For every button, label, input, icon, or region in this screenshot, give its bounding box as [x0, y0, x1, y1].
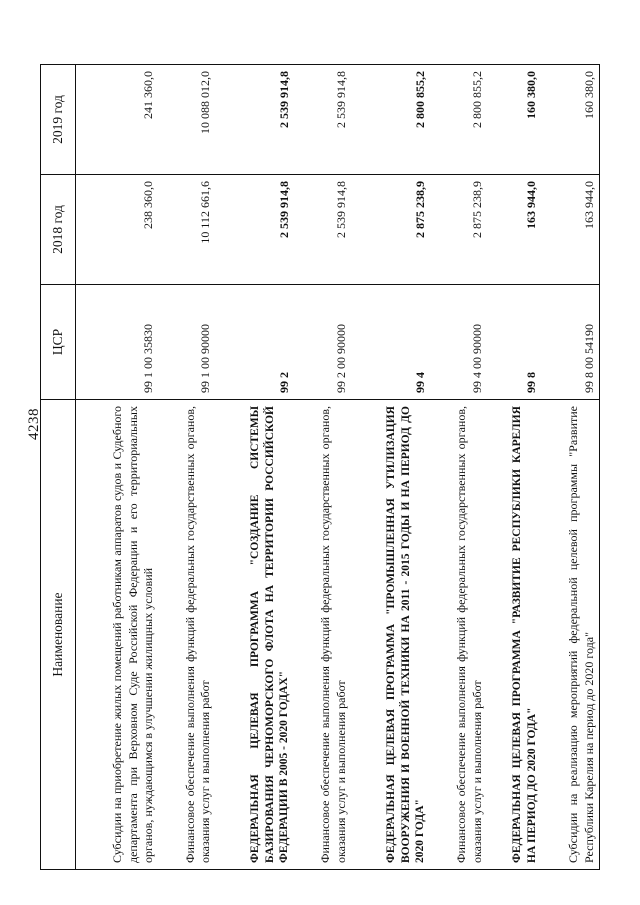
table-body [76, 65, 600, 870]
row-csr-code: 99 4 [351, 285, 430, 400]
row-value-2019: 2 539 914,8 [215, 65, 294, 175]
row-value-2019: 160 380,0 [542, 65, 600, 175]
row-value-2019: 10 088 012,0 [158, 65, 215, 175]
row-name: Финансовое обеспечение выполнения функций федеральных государственных органов, оказания услуг и выполнения работ [158, 400, 215, 870]
row-value-2018: 10 112 661,6 [158, 175, 215, 285]
table-row [351, 65, 430, 870]
row-csr-code: 99 8 00 54190 [542, 285, 600, 400]
row-csr-code: 99 4 00 90000 [430, 285, 487, 400]
row-value-2018: 2 875 238,9 [351, 175, 430, 285]
row-name: Финансовое обеспечение выполнения функций федеральных государственных органов, оказания услуг и выполнения работ [294, 400, 351, 870]
table-row [430, 65, 487, 870]
row-value-2018: 238 360,0 [76, 175, 159, 285]
row-value-2019: 241 360,0 [76, 65, 159, 175]
row-value-2018: 2 539 914,8 [294, 175, 351, 285]
row-name: ФЕДЕРАЛЬНАЯ ЦЕЛЕВАЯ ПРОГРАММА "ПРОМЫШЛЕННАЯ УТИЛИЗАЦИЯ ВООРУЖЕНИЯ И ВОЕННОЙ ТЕХНИКИ НА 2011 - 2015 ГОДЫ И НА ПЕРИОД ДО 2020 ГОДА" [351, 400, 430, 870]
table-row [294, 65, 351, 870]
row-name: ФЕДЕРАЛЬНАЯ ЦЕЛЕВАЯ ПРОГРАММА "СОЗДАНИЕ СИСТЕМЫ БАЗИРОВАНИЯ ЧЕРНОМОРСКОГО ФЛОТА НА ТЕРРИТОРИИ РОССИЙСКОЙ ФЕДЕРАЦИИ В 2005 - 2020 ГОДАХ" [215, 400, 294, 870]
column-header-2018: 2018 год [41, 175, 76, 285]
row-csr-code: 99 2 00 90000 [294, 285, 351, 400]
page-number: 4238 [26, 408, 42, 440]
column-header-2019: 2019 год [41, 65, 76, 175]
row-value-2018: 2 539 914,8 [215, 175, 294, 285]
row-name: Финансовое обеспечение выполнения функций федеральных государственных органов, оказания услуг и выполнения работ [430, 400, 487, 870]
row-csr-code: 99 2 [215, 285, 294, 400]
row-csr-code: 99 1 00 35830 [76, 285, 159, 400]
row-value-2019: 2 800 855,2 [351, 65, 430, 175]
row-csr-code: 99 1 00 90000 [158, 285, 215, 400]
row-value-2019: 2 800 855,2 [430, 65, 487, 175]
row-value-2019: 160 380,0 [487, 65, 542, 175]
table-header-row [41, 65, 76, 870]
budget-table [40, 64, 600, 870]
row-name: Субсидии на приобретение жилых помещений работникам аппаратов судов и Судебного департамента при Верховном Суде Российской Федерации и его территориальных органов, нуждающимся в улучшении жилищных условий [76, 400, 159, 870]
row-csr-code: 99 8 [487, 285, 542, 400]
row-name: Субсидии на реализацию мероприятий федеральной целевой программы "Развитие Республики Карелия на период до 2020 года" [542, 400, 600, 870]
table-row [487, 65, 542, 870]
row-value-2019: 2 539 914,8 [294, 65, 351, 175]
table-row [158, 65, 215, 870]
column-header-name: Наименование [41, 400, 76, 870]
table-row [215, 65, 294, 870]
table-row [542, 65, 600, 870]
table-row [76, 65, 159, 870]
row-value-2018: 2 875 238,9 [430, 175, 487, 285]
column-header-csr: ЦСР [41, 285, 76, 400]
row-name: ФЕДЕРАЛЬНАЯ ЦЕЛЕВАЯ ПРОГРАММА "РАЗВИТИЕ РЕСПУБЛИКИ КАРЕЛИЯ НА ПЕРИОД ДО 2020 ГОДА" [487, 400, 542, 870]
row-value-2018: 163 944,0 [542, 175, 600, 285]
budget-table-sheet [40, 65, 600, 870]
row-value-2018: 163 944,0 [487, 175, 542, 285]
